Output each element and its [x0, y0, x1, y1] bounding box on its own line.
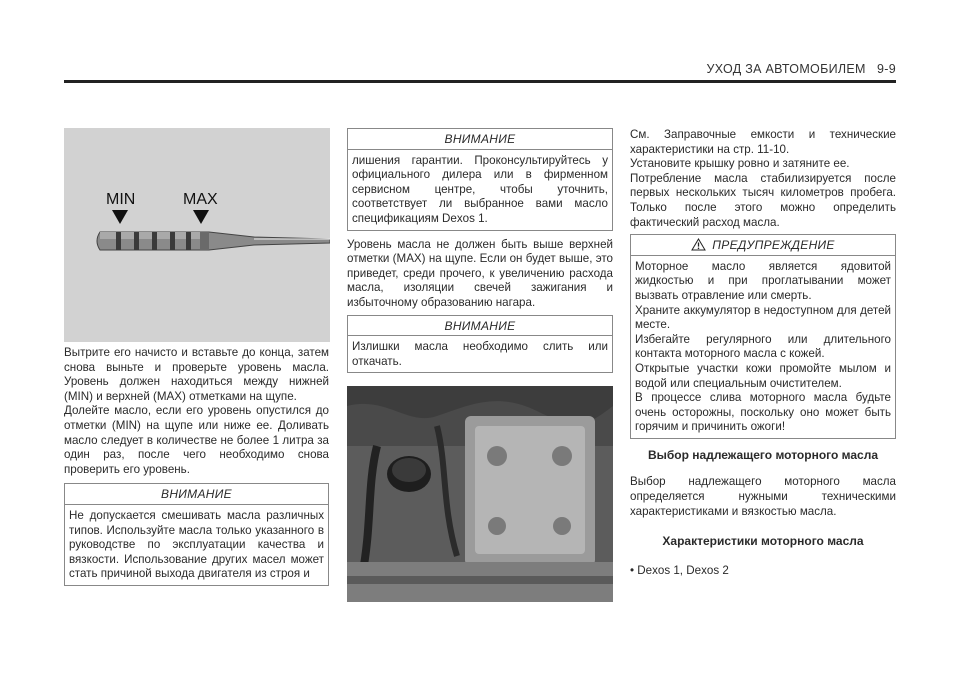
column-1	[64, 346, 329, 586]
warning-line: Храните аккумулятор в недоступном для детей месте.	[635, 303, 891, 332]
engine-bay-photo	[347, 386, 613, 602]
min-label: MIN	[106, 191, 136, 208]
bullet-icon: •	[630, 563, 638, 577]
dipstick-icon	[97, 232, 330, 250]
header-rule	[64, 80, 896, 83]
max-label: MAX	[183, 191, 218, 208]
warning-line: Моторное масло является ядовитой жидкостью и при проглатывании может вызвать отравление или смерть.	[635, 259, 891, 302]
notice-text: Излишки масла необходимо слить или откачать.	[352, 340, 608, 368]
notice-text: лишения гарантии. Проконсультируйтесь у официального дилера или в фирменном сервисном центре, чтобы уточнить, соответствует ли выбранное вами масло спецификациям Dexos 1.	[352, 153, 608, 225]
max-arrow-icon	[193, 210, 209, 224]
bullet-text: Dexos 1, Dexos 2	[637, 563, 729, 577]
notice-box-warranty	[347, 128, 613, 231]
engine-bay-illustration	[347, 386, 613, 602]
dipstick-figure	[64, 128, 330, 342]
warning-box	[630, 234, 896, 439]
paragraph-max-level: Уровень масла не должен быть выше верхней отметки (MAX) на щупе. Если он будет выше, это приведет, среди прочего, к увеличению расхода масла, изоляции свечей зажигания и избыточному образованию нагара.	[347, 237, 613, 309]
paragraph-capacity-ref: См. Заправочные емкости и технические характеристики на стр. 11-10.	[630, 128, 896, 156]
notice-title: ВНИМАНИЕ	[348, 316, 612, 337]
dipstick-illustration	[64, 128, 330, 342]
section-heading-oil-selection: Выбор надлежащего моторного масла	[647, 447, 879, 462]
warning-line: В процессе слива моторного масла будьте очень осторожны, поскольку оно может быть горячим и причинить ожоги!	[635, 391, 891, 434]
paragraph-top-up-oil: Долейте масло, если его уровень опустился до отметки (MIN) на щупе или ниже ее. Доливать масло следует в количестве не более 1 литра за один раз, после чего необходимо снова проверить его уровень.	[64, 404, 329, 476]
column-3	[630, 128, 896, 578]
notice-title: ВНИМАНИЕ	[348, 129, 612, 150]
warning-line: Открытые участки кожи промойте мылом и водой или специальным очистителем.	[635, 361, 891, 390]
min-arrow-icon	[112, 210, 128, 224]
paragraph-install-cap: Установите крышку ровно и затяните ее.	[630, 157, 850, 171]
warning-triangle-icon	[691, 238, 706, 251]
notice-text: Не допускается смешивать масла различных типов. Используйте масла только указанного в руководстве по эксплуатации качества и вязкости. Использование других масел может стать причиной выхода двигателя из строя и	[69, 508, 324, 581]
section-heading-oil-specs: Характеристики моторного масла	[662, 534, 864, 549]
notice-box	[64, 483, 329, 586]
notice-box-excess-oil	[347, 315, 613, 374]
warning-title: ПРЕДУПРЕЖДЕНИЕ	[712, 238, 835, 253]
warning-header	[631, 235, 895, 256]
warning-line: Избегайте регулярного или длительного контакта моторного масла с кожей.	[635, 332, 891, 361]
paragraph-oil-consumption: Потребление масла стабилизируется после первых нескольких тысяч километров пробега. Только после этого можно определить фактический расход масла.	[630, 171, 896, 229]
bullet-item	[630, 564, 896, 579]
running-header: УХОД ЗА АВТОМОБИЛЕМ 9-9	[706, 62, 896, 76]
notice-title: ВНИМАНИЕ	[65, 484, 328, 505]
paragraph-oil-selection: Выбор надлежащего моторного масла определяется нужными техническими характеристиками и вязкостью масла.	[630, 475, 896, 518]
paragraph-wipe-dipstick: Вытрите его начисто и вставьте до конца, затем снова выньте и проверьте уровень масла. Уровень должен находиться между нижней (MIN) и верхней (MAX) отметками на щупе.	[64, 346, 329, 403]
column-2	[347, 128, 613, 373]
